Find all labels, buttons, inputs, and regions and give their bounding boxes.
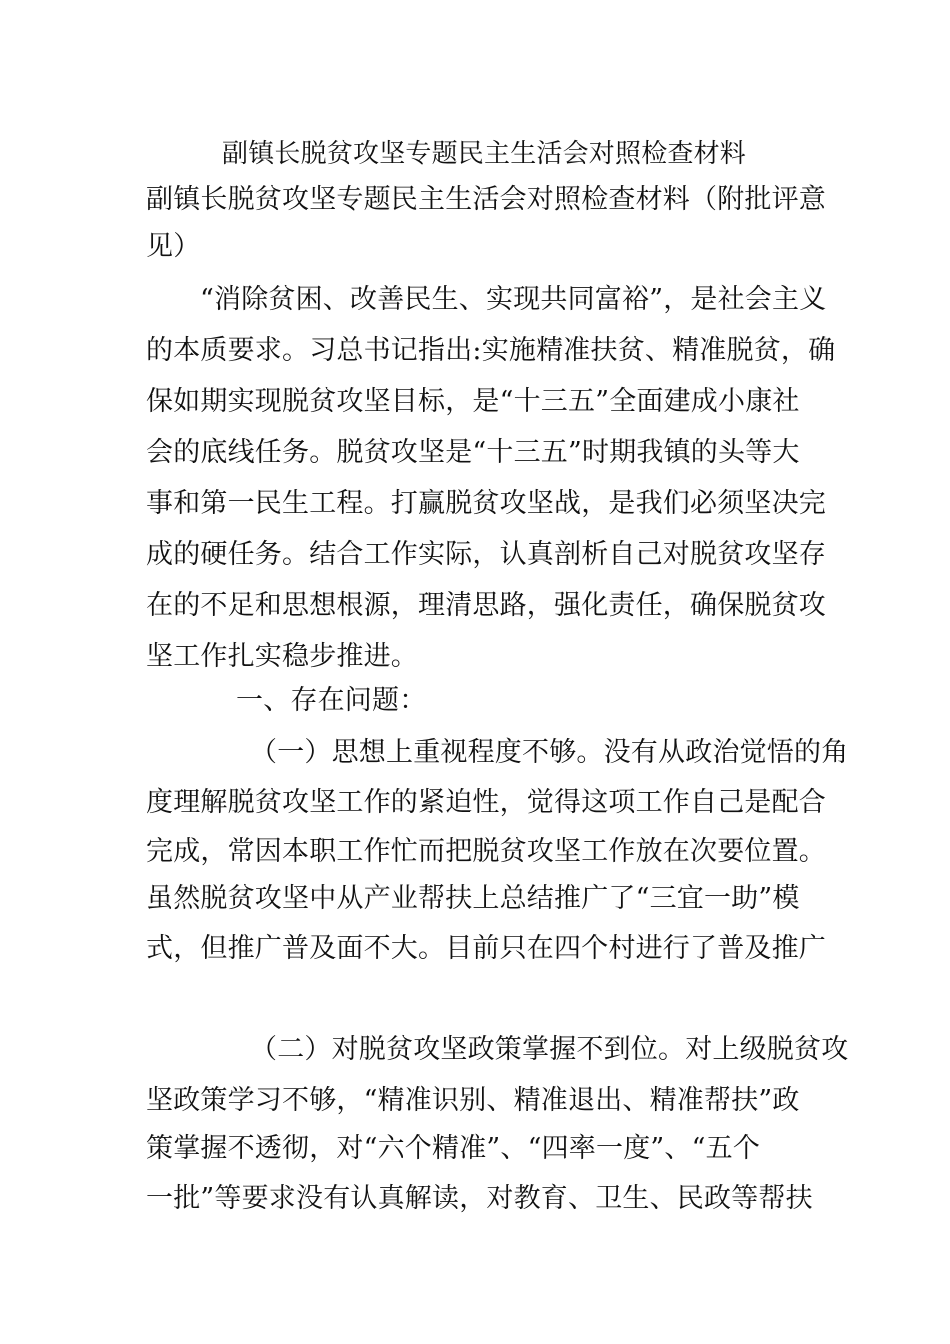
item1-line: 完成，常因本职工作忙而把脱贫攻坚工作放在次要位置。: [146, 836, 826, 867]
subtitle-line: 见）: [146, 231, 201, 262]
item1-line: （一）思想上重视程度不够。没有从政治觉悟的角: [250, 737, 849, 768]
intro-line: 成的硬任务。结合工作实际，认真剖析自己对脱贫攻坚存: [146, 539, 826, 570]
intro-line: 保如期实现脱贫攻坚目标，是“十三五”全面建成小康社: [146, 386, 800, 417]
intro-line: 在的不足和思想根源，理清思路，强化责任，确保脱贫攻: [146, 590, 826, 621]
intro-line: 会的底线任务。脱贫攻坚是“十三五”时期我镇的头等大: [146, 437, 800, 468]
intro-line: 的本质要求。习总书记指出:实施精准扶贫、精准脱贫，确: [146, 335, 836, 366]
intro-line: 事和第一民生工程。打赢脱贫攻坚战，是我们必须坚决完: [146, 488, 826, 519]
item1-line: 度理解脱贫攻坚工作的紧迫性，觉得这项工作自己是配合: [146, 787, 826, 818]
item2-line: （二）对脱贫攻坚政策掌握不到位。对上级脱贫攻: [250, 1034, 849, 1065]
subtitle-line: 副镇长脱贫攻坚专题民主生活会对照检查材料（附批评意: [146, 184, 826, 215]
item1-line: 虽然脱贫攻坚中从产业帮扶上总结推广了“三宜一助”模: [146, 883, 800, 914]
item2-line: 坚政策学习不够，“精准识别、精准退出、精准帮扶”政: [146, 1085, 800, 1116]
intro-line: 坚工作扎实稳步推进。: [146, 641, 418, 672]
item2-line: 策掌握不透彻，对“六个精准”、“四率一度”、“五个: [146, 1133, 761, 1164]
item2-line: 一批”等要求没有认真解读，对教育、卫生、民政等帮扶: [146, 1183, 813, 1214]
intro-line: “消除贫困、改善民生、实现共同富裕”，是社会主义: [200, 284, 827, 315]
document-title: 副镇长脱贫攻坚专题民主生活会对照检查材料: [222, 139, 747, 169]
section-heading: 一、存在问题：: [236, 685, 427, 716]
item1-line: 式，但推广普及面不大。目前只在四个村进行了普及推广: [146, 933, 826, 964]
